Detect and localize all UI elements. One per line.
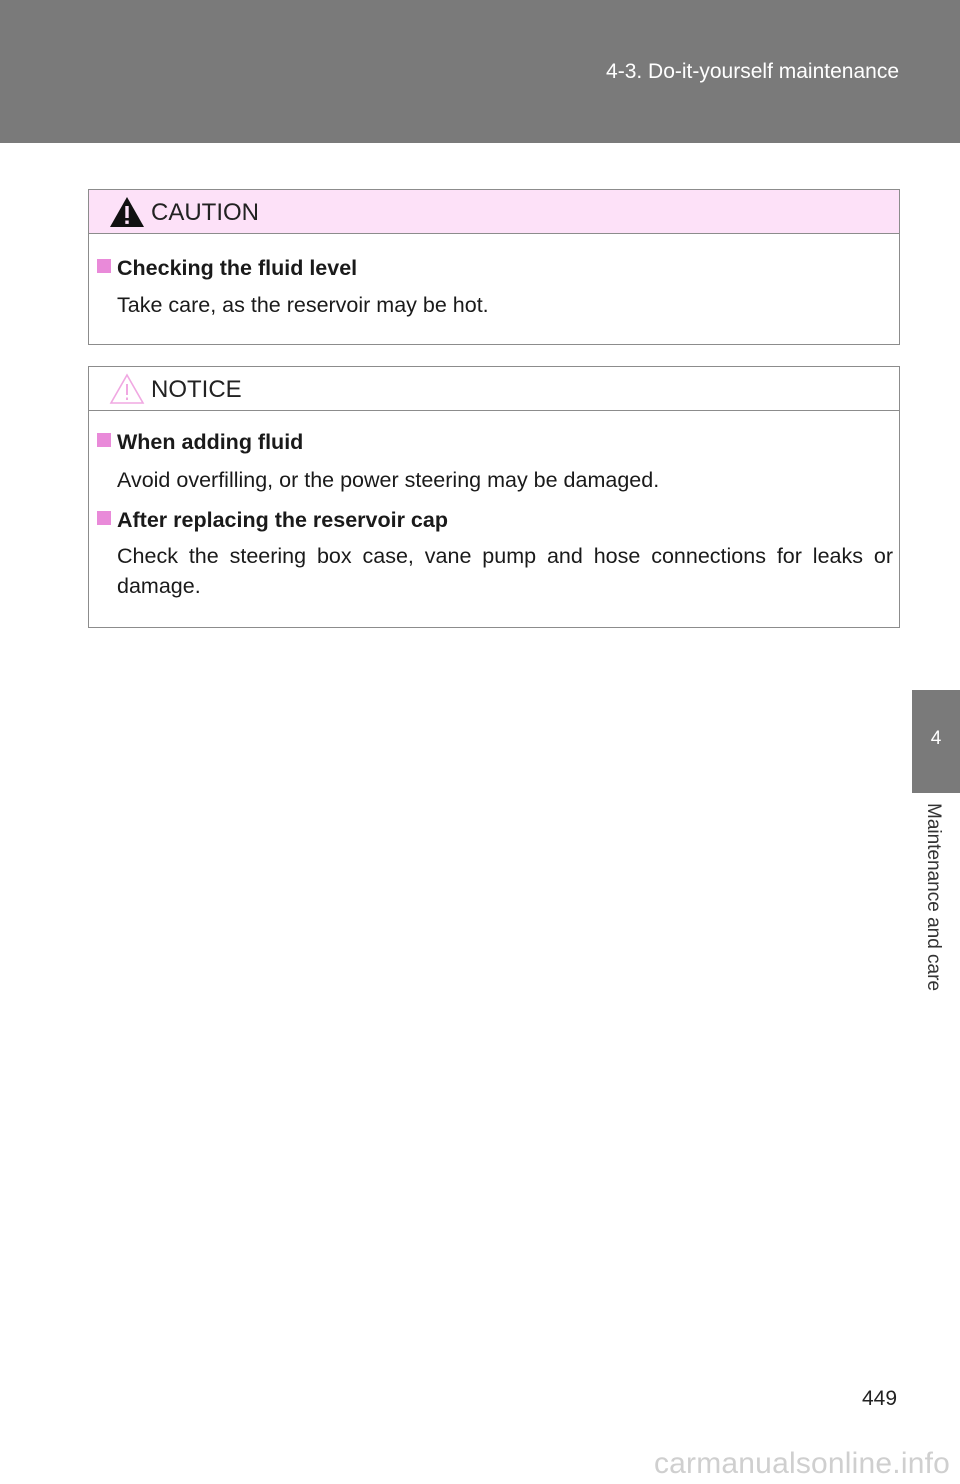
chapter-number: 4 (930, 728, 942, 749)
chapter-tab (912, 690, 960, 793)
watermark: carmanualsonline.info (653, 1447, 950, 1480)
notice-item-title: After replacing the reservoir cap (117, 508, 448, 533)
square-bullet-icon (97, 510, 111, 526)
square-bullet-icon (97, 258, 111, 274)
caution-item-text: Take care, as the reservoir may be hot. (117, 293, 489, 317)
section-title: 4-3. Do-it-yourself maintenance (606, 60, 899, 83)
chapter-title: Maintenance and care (923, 803, 944, 992)
caution-heading: CAUTION (151, 199, 259, 226)
notice-item-text: Check the steering box case, vane pump and hose connections for leaks or damage. (117, 544, 893, 598)
notice-heading: NOTICE (151, 376, 242, 403)
notice-item-title: When adding fluid (117, 430, 303, 455)
chapter-label (912, 803, 960, 1028)
page-header (0, 0, 960, 143)
notice-item-text: Avoid overfilling, or the power steering may be damaged. (117, 468, 660, 492)
page-number: 449 (862, 1387, 898, 1410)
warning-icon (109, 196, 145, 228)
notice-warning-icon (109, 373, 145, 405)
notice-header (89, 367, 899, 411)
caution-item-title: Checking the fluid level (117, 256, 357, 281)
caution-box (88, 189, 900, 345)
notice-box (88, 366, 900, 628)
square-bullet-icon (97, 432, 111, 448)
caution-header (89, 190, 899, 234)
